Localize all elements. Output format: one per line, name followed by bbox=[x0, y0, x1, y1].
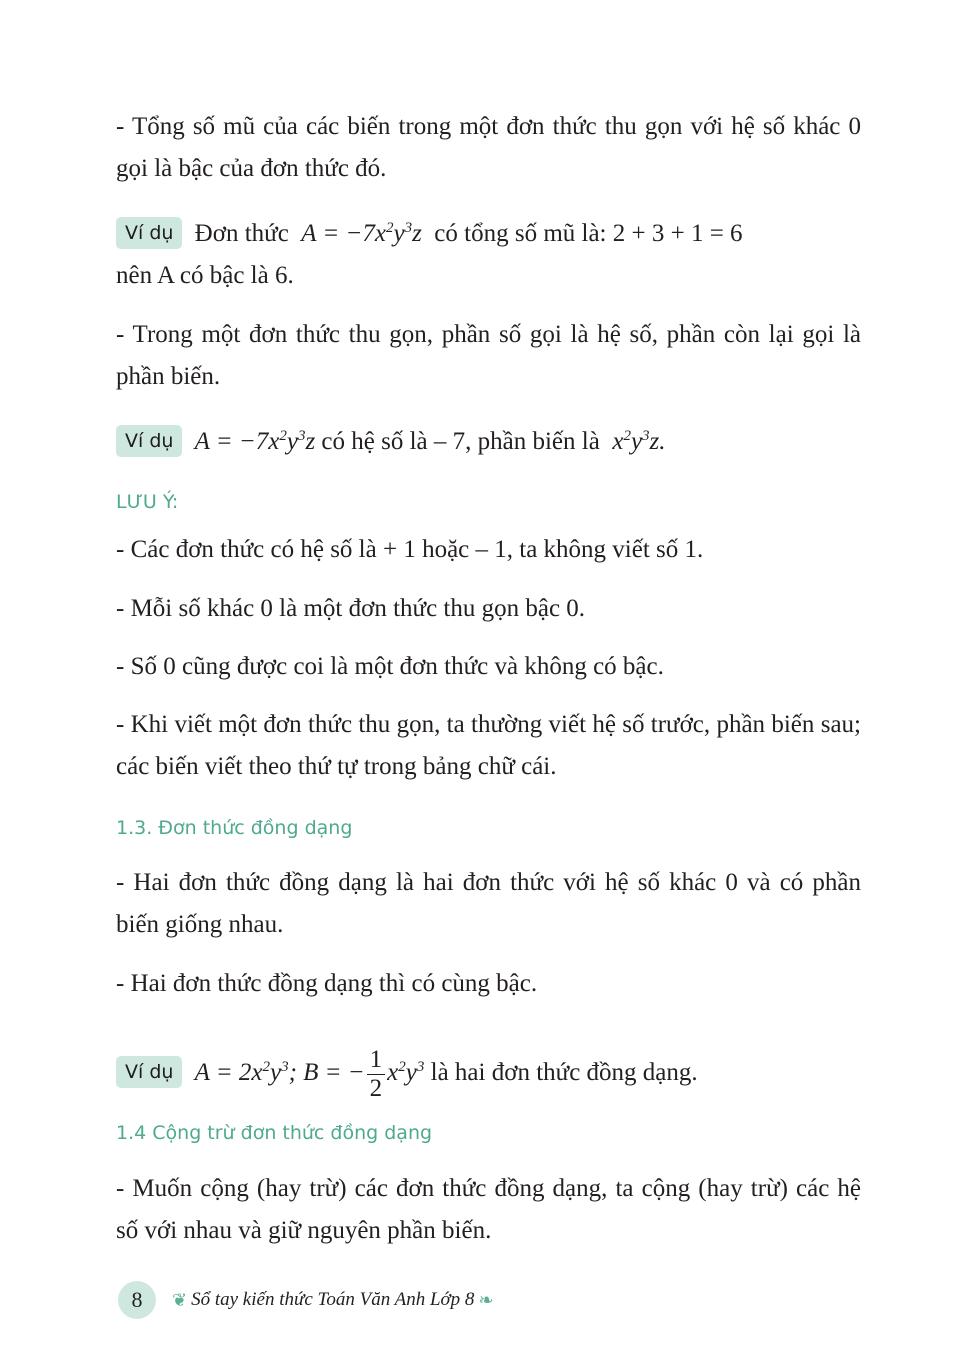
example-badge: Ví dụ bbox=[116, 217, 182, 249]
formula-A-B: $A = 2x^2y^3$; B = − bbox=[194, 1059, 365, 1086]
example-badge: Ví dụ bbox=[116, 1056, 182, 1088]
formula-A-2: $A = -7x^2y^3z$ bbox=[194, 428, 316, 455]
note-2: - Mỗi số khác 0 là một đơn thức thu gọn bậc 0. bbox=[116, 595, 586, 622]
example-1-text-b: có tổng số mũ là: 2 + 3 + 1 = 6 bbox=[434, 220, 743, 247]
leaf-icon: ❧ bbox=[478, 1289, 494, 1310]
paragraph-similar-monomials: - Hai đơn thức đồng dạng là hai đơn thức với hệ số khác 0 và có phần biến giống nhau. bbox=[116, 869, 861, 938]
example-3-text: là hai đơn thức đồng dạng. bbox=[430, 1059, 698, 1086]
example-badge: Ví dụ bbox=[116, 425, 182, 457]
note-title: LƯU Ý: bbox=[116, 491, 179, 513]
note-4: - Khi viết một đơn thức thu gọn, ta thường viết hệ số trước, phần biến sau; các biến viết theo thứ tự trong bảng chữ cái. bbox=[116, 711, 861, 780]
example-1-text-a: Đơn thức bbox=[194, 220, 289, 247]
fraction-one-half: $\frac{1}{2}$ bbox=[367, 1046, 386, 1103]
paragraph-coefficient: - Trong một đơn thức thu gọn, phần số gọi là hệ số, phần còn lại gọi là phần biến. bbox=[116, 321, 861, 390]
example-2-text: có hệ số là – 7, phần biến là bbox=[321, 428, 600, 455]
example-1 bbox=[116, 213, 861, 297]
leaf-icon: ❦ bbox=[172, 1289, 188, 1310]
section-heading-1-3: 1.3. Đơn thức đồng dạng bbox=[116, 817, 353, 839]
paragraph-add-subtract: - Muốn cộng (hay trừ) các đơn thức đồng dạng, ta cộng (hay trừ) các hệ số với nhau và giữ nguyên phần biến. bbox=[116, 1175, 861, 1244]
page-number: 8 bbox=[118, 1281, 156, 1319]
paragraph-same-degree: - Hai đơn thức đồng dạng thì có cùng bậc. bbox=[116, 970, 538, 997]
note-1: - Các đơn thức có hệ số là + 1 hoặc – 1, ta không viết số 1. bbox=[116, 536, 704, 563]
section-heading-1-4: 1.4 Cộng trừ đơn thức đồng dạng bbox=[116, 1122, 433, 1144]
note-3: - Số 0 cũng được coi là một đơn thức và không có bậc. bbox=[116, 653, 664, 680]
book-title: Sổ tay kiến thức Toán Văn Anh Lớp 8 bbox=[191, 1289, 475, 1310]
page-footer bbox=[118, 1280, 498, 1320]
example-2 bbox=[116, 421, 861, 463]
example-1-line-2: nên A có bậc là 6. bbox=[116, 262, 294, 289]
formula-A: $A = -7x^2y^3z$ bbox=[301, 220, 422, 247]
example-3: Ví dụ $A = 2x^2y^3$; B = − $\frac{1}{2}$ $x^2y^3$ là hai đơn thức đồng dạng. bbox=[116, 1040, 861, 1106]
paragraph-degree: - Tổng số mũ của các biến trong một đơn thức thu gọn với hệ số khác 0 gọi là bậc của đơn thức đó. bbox=[116, 113, 861, 182]
formula-variable-part: $x^2y^3z$. bbox=[612, 428, 666, 455]
